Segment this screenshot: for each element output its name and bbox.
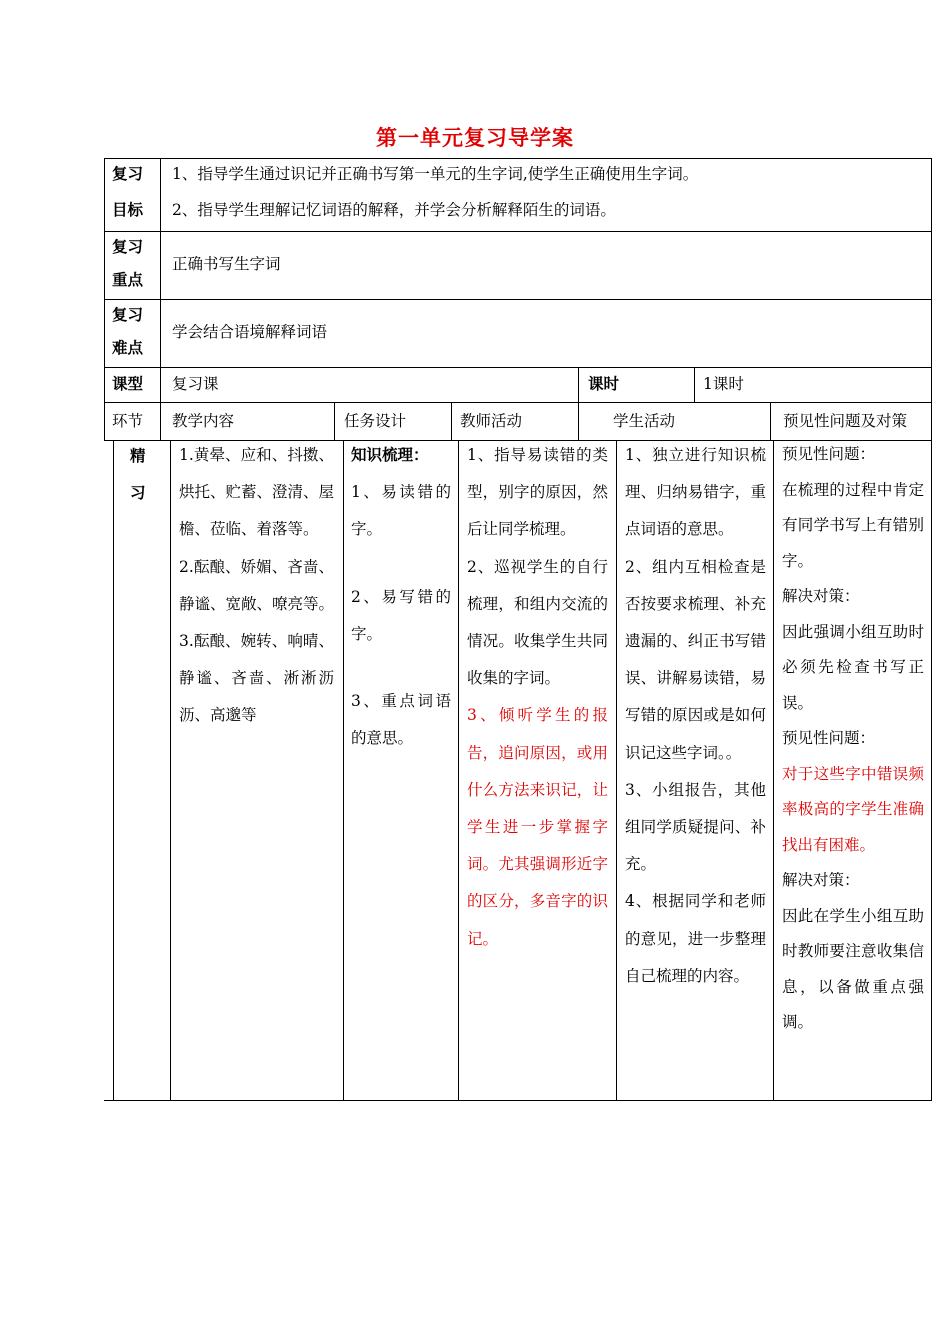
content-item: 3.酝酿、婉转、响晴、静谧、吝啬、淅淅沥沥、高邈等 bbox=[179, 632, 334, 725]
header-content: 教学内容 bbox=[172, 412, 235, 430]
teacher-item: 2、巡视学生的自行梳理，和组内交流的情况。收集学生共同收集的字词。 bbox=[467, 557, 608, 688]
goal-line: 1、指导学生通过识记并正确书写第一单元的生字词,使学生正确使用生字词。 bbox=[172, 165, 699, 183]
teacher-column bbox=[467, 437, 608, 958]
teacher-item-highlight: 3、倾听学生的报告，追问原因，或用什么方法来识记，让学生进一步掌握字词。尤其强调形近字的区分，多音字的识记。 bbox=[467, 706, 608, 948]
problem-text-highlight: 对于这些字中错误频率极高的字学生准确找出有困难。 bbox=[782, 764, 924, 854]
header-problems: 预见性问题及对策 bbox=[783, 412, 908, 430]
student-item: 1、独立进行知识梳理、归纳易错字，重点词语的意思。 bbox=[625, 446, 766, 539]
content-column bbox=[179, 437, 334, 735]
student-column bbox=[625, 437, 766, 995]
student-item: 2、组内互相检查是否按要求梳理、补充遗漏的、纠正书写错误、讲解易读错，易写错的原因或是如何识记这些字词。。 bbox=[625, 557, 766, 762]
problem-label: 预见性问题： bbox=[782, 445, 876, 463]
content-item: 1.黄晕、应和、抖擞、烘托、贮蓄、澄清、屋檐、莅临、着落等。 bbox=[179, 446, 335, 539]
task-item: 1、易读错的字。 bbox=[351, 483, 451, 539]
student-item: 3、小组报告，其他组同学质疑提问、补充。 bbox=[625, 780, 766, 874]
solution-label: 解决对策： bbox=[782, 587, 860, 605]
task-heading: 知识梳理： bbox=[351, 446, 429, 464]
goal-content bbox=[172, 156, 927, 228]
header-teacher: 教师活动 bbox=[460, 412, 523, 430]
goal-line: 2、指导学生理解记忆词语的解释，并学会分析解释陌生的词语。 bbox=[172, 201, 616, 219]
difficulty-content: 学会结合语境解释词语 bbox=[172, 323, 328, 341]
task-item: 3、重点词语的意思。 bbox=[351, 692, 451, 748]
type-label: 课型 bbox=[112, 375, 144, 393]
student-item: 4、根据同学和老师的意见，进一步整理自己梳理的内容。 bbox=[625, 892, 766, 985]
section-label: 精 习 bbox=[130, 447, 146, 502]
focus-content: 正确书写生字词 bbox=[172, 255, 281, 273]
header-student: 学生活动 bbox=[613, 412, 676, 430]
solution-text: 因此强调小组互助时必须先检查书写正误。 bbox=[782, 622, 924, 712]
page-title: 第一单元复习导学案 bbox=[376, 126, 574, 150]
difficulty-label: 复习 难点 bbox=[112, 306, 144, 357]
solution-text: 因此在学生小组互助时教师要注意收集信息，以备做重点强调。 bbox=[782, 906, 924, 1031]
solution-label: 解决对策： bbox=[782, 871, 860, 889]
header-section: 环节 bbox=[112, 412, 144, 430]
problems-column bbox=[782, 437, 924, 1041]
hours-label: 课时 bbox=[588, 375, 620, 393]
type-value: 复习课 bbox=[172, 375, 219, 393]
hours-value: 1课时 bbox=[703, 375, 744, 393]
problem-label: 预见性问题： bbox=[782, 729, 876, 747]
problem-text: 在梳理的过程中肯定有同学书写上有错别字。 bbox=[782, 480, 924, 570]
content-item: 2.酝酿、娇媚、吝啬、静谧、宽敞、嘹亮等。 bbox=[179, 557, 335, 613]
task-item: 2、易写错的字。 bbox=[351, 587, 451, 643]
teacher-item: 1、指导易读错的类型，别字的原因，然后让同学梳理。 bbox=[467, 446, 608, 539]
goal-label: 复习 目标 bbox=[112, 165, 144, 219]
header-task: 任务设计 bbox=[344, 412, 407, 430]
focus-label: 复习 重点 bbox=[112, 238, 144, 289]
task-column bbox=[351, 437, 451, 757]
